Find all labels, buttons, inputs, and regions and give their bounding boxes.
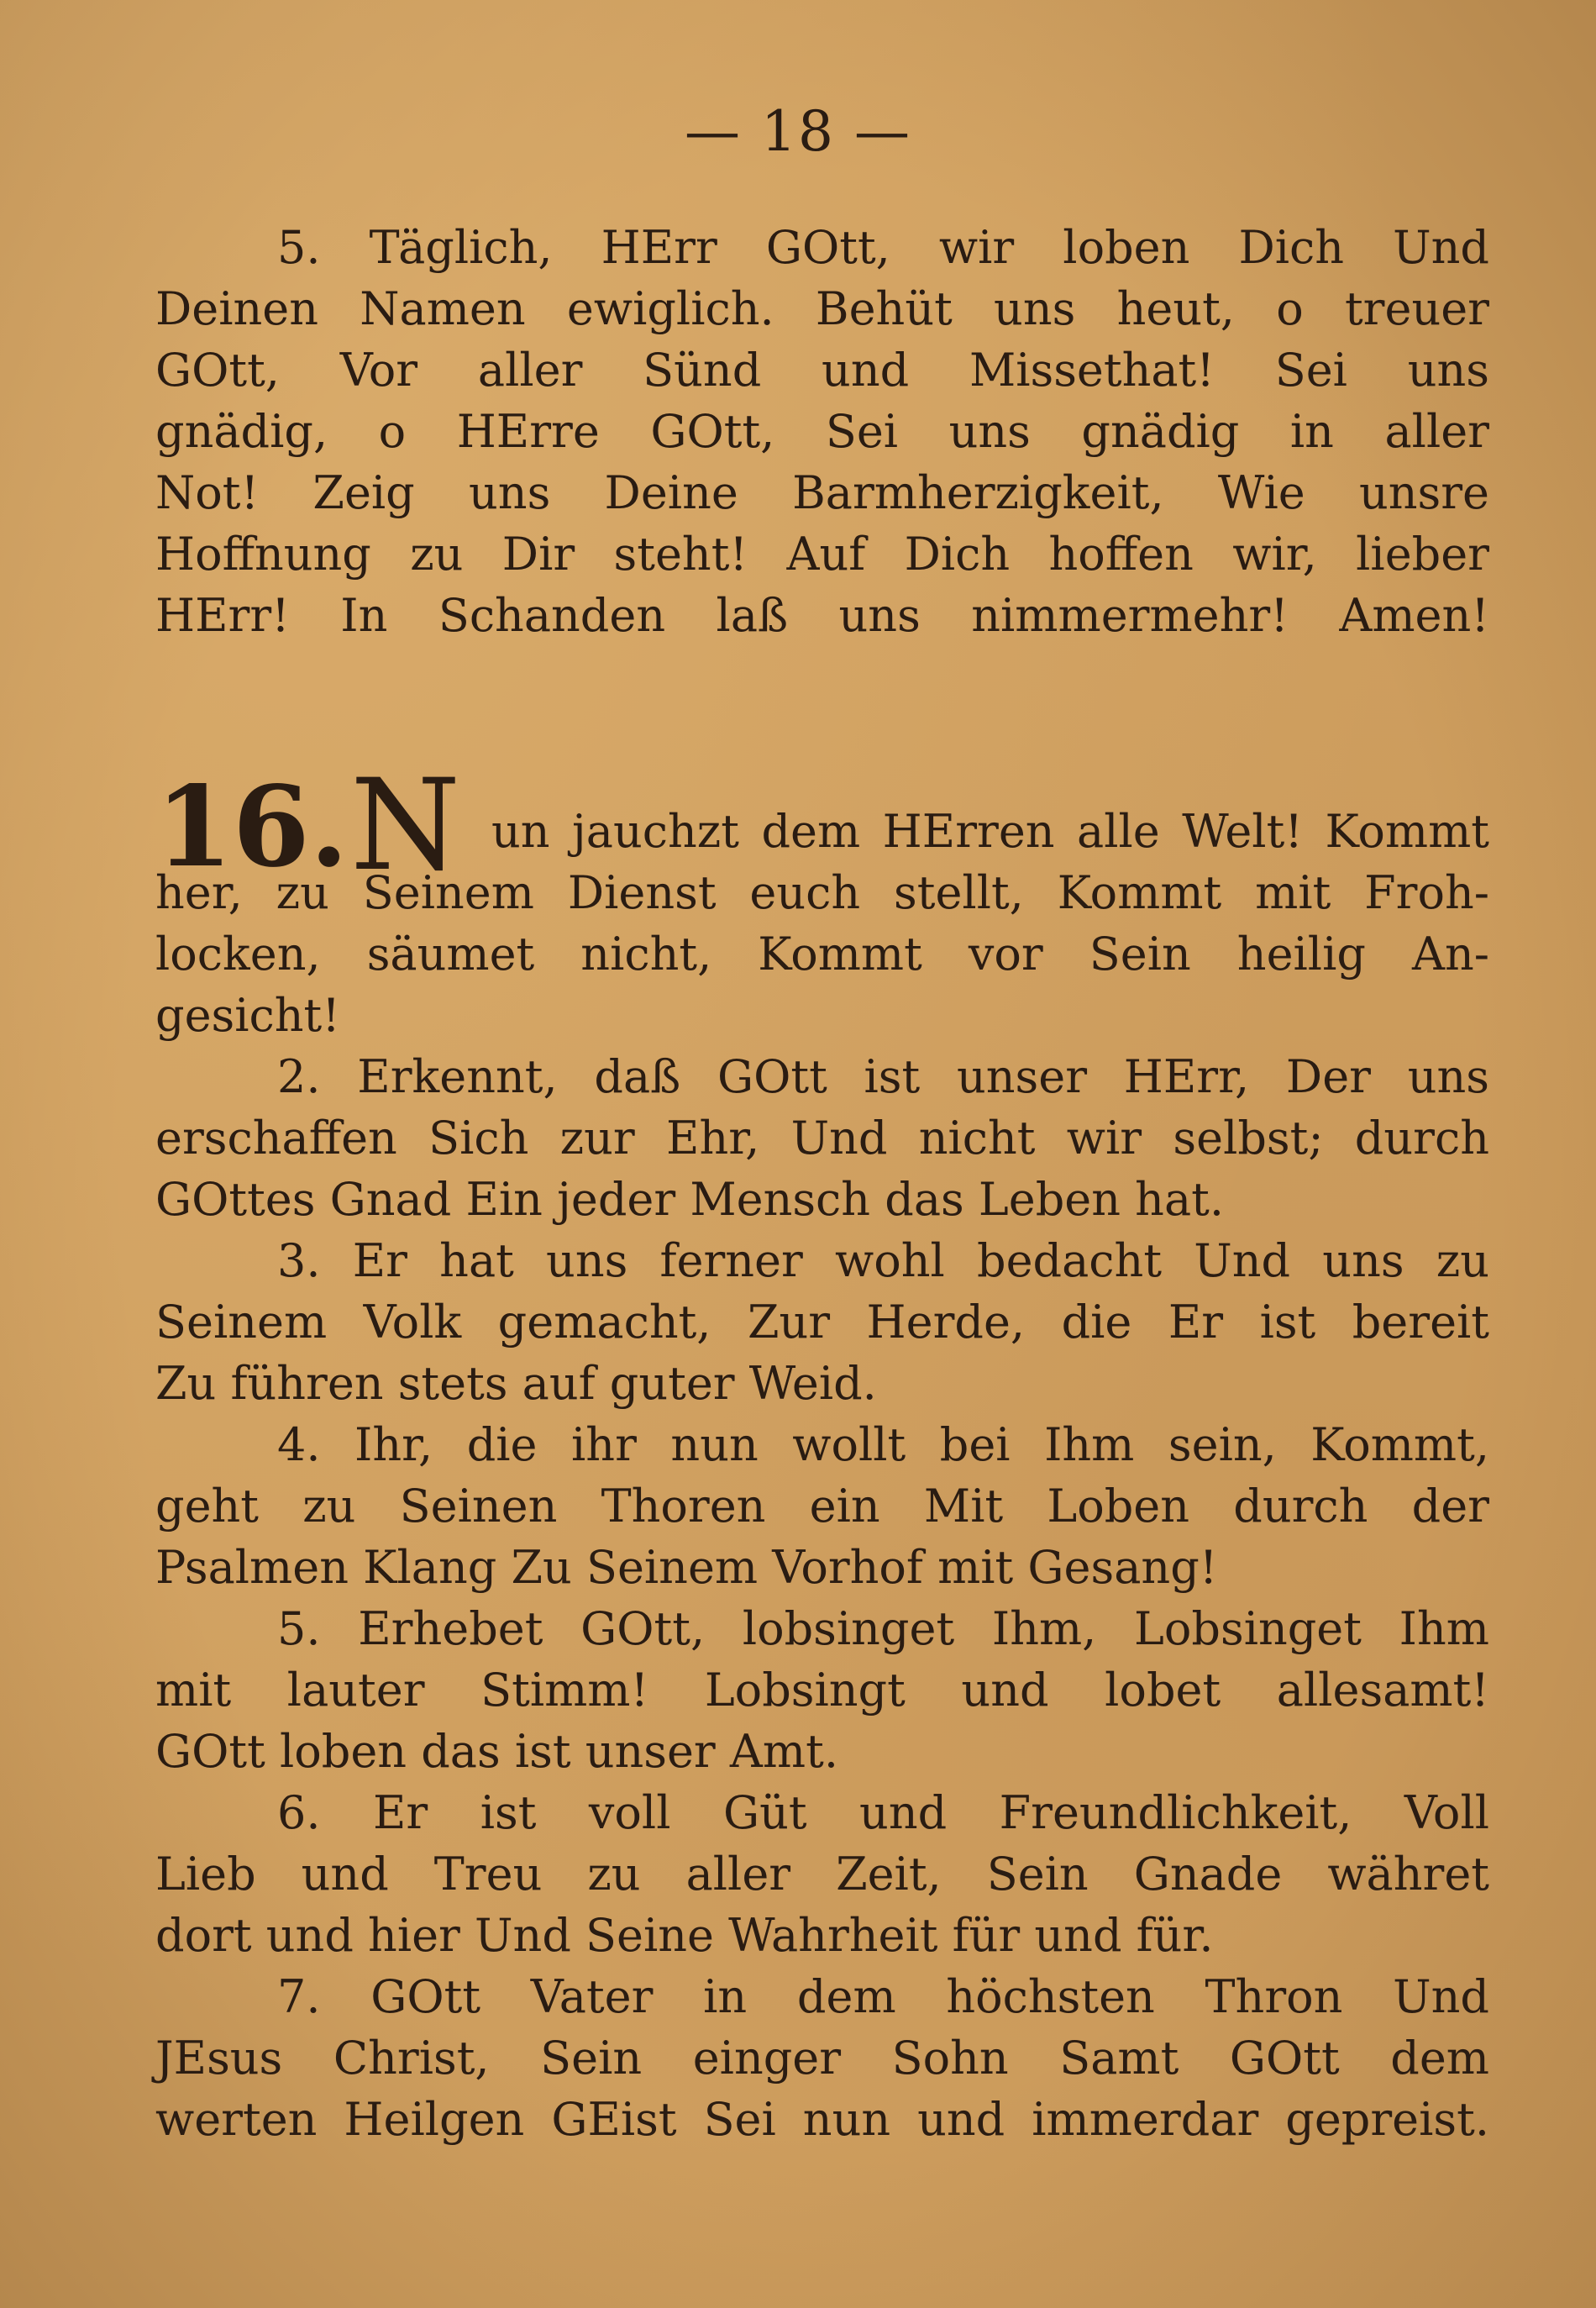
verse-line: Psalmen Klang Zu Seinem Vorhof mit Gesang! [155, 1541, 1218, 1594]
verse-line: Deinen Namen ewiglich. Behüt uns heut, o treuer [155, 282, 1489, 335]
verse-line: Seinem Volk gemacht, Zur Herde, die Er ist bereit [155, 1296, 1489, 1349]
hymn-number: 16. [155, 762, 349, 892]
verse-line: 2. Erkennt, daß GOtt ist unser HErr, Der uns [277, 1050, 1489, 1103]
verse-line: Hoffnung zu Dir steht! Auf Dich hoffen wir, lieber [155, 528, 1489, 581]
drop-cap-letter: N [350, 753, 461, 899]
page-number: — 18 — [685, 99, 911, 164]
verse-line: locken, säumet nicht, Kommt vor Sein heilig An- [155, 928, 1489, 981]
verse-line: geht zu Seinen Thoren ein Mit Loben durch der [155, 1480, 1489, 1533]
verse-line: GOtt, Vor aller Sünd und Missethat! Sei uns [155, 344, 1489, 397]
verse-line: werten Heilgen GEist Sei nun und immerdar gepreist. [155, 2093, 1489, 2146]
verse-line: HErr! In Schanden laß uns nimmermehr! Amen! [155, 589, 1489, 642]
verse-line: gnädig, o HErre GOtt, Sei uns gnädig in aller [155, 405, 1489, 458]
verse-line: Zu führen stets auf guter Weid. [155, 1357, 877, 1410]
verse-line: Lieb und Treu zu aller Zeit, Sein Gnade währet [155, 1848, 1489, 1901]
verse-line: GOttes Gnad Ein jeder Mensch das Leben hat. [155, 1173, 1225, 1226]
verse-line: 3. Er hat uns ferner wohl bedacht Und uns zu [277, 1234, 1489, 1287]
previous-hymn-verse [155, 217, 1489, 646]
verse-line: JEsus Christ, Sein einger Sohn Samt GOtt dem [155, 2032, 1489, 2085]
verse-line: dort und hier Und Seine Wahrheit für und für. [155, 1909, 1214, 1962]
hymn-16 [155, 753, 1489, 2150]
verse-line: GOtt loben das ist unser Amt. [155, 1725, 838, 1778]
verse-line: Not! Zeig uns Deine Barmherzigkeit, Wie unsre [155, 466, 1489, 519]
verse-line: 6. Er ist voll Güt und Freundlichkeit, Voll [277, 1786, 1489, 1839]
verse-line: 7. GOtt Vater in dem höchsten Thron Und [277, 1970, 1489, 2023]
verse-line: erschaffen Sich zur Ehr, Und nicht wir selbst; durch [155, 1112, 1489, 1165]
verse-line: mit lauter Stimm! Lobsingt und lobet allesamt! [155, 1664, 1489, 1717]
verse-line: her, zu Seinem Dienst euch stellt, Kommt mit Froh- [155, 866, 1489, 919]
verse-line: 5. Täglich, HErr GOtt, wir loben Dich Und [277, 221, 1489, 274]
verse-line: 4. Ihr, die ihr nun wollt bei Ihm sein, Kommt, [277, 1418, 1489, 1471]
verse-line: 5. Erhebet GOtt, lobsinget Ihm, Lobsinget Ihm [277, 1602, 1489, 1655]
verse-line: un jauchzt dem HErren alle Welt! Kommt [491, 805, 1489, 858]
verse-line: gesicht! [155, 989, 340, 1042]
